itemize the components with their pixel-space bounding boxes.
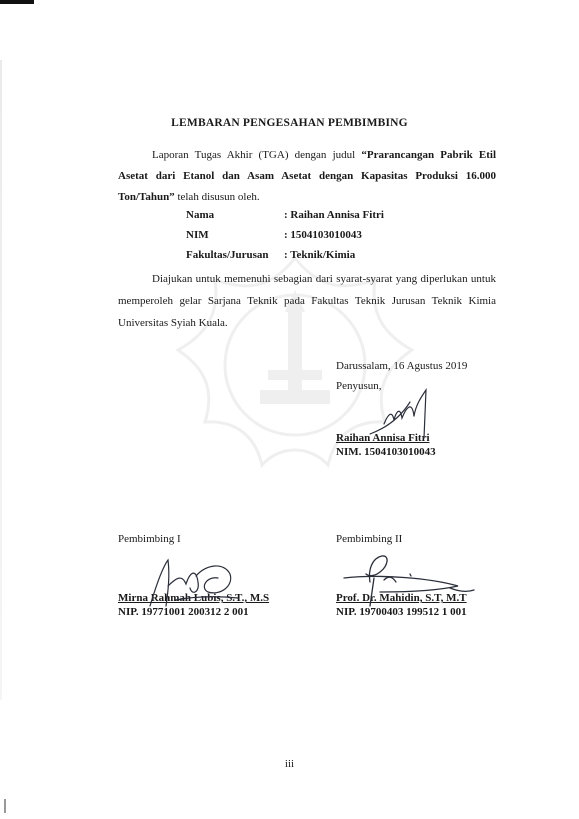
supervisor1-name: Mirna Rahmah Lubis, S.T., M.S xyxy=(118,592,270,604)
purpose-paragraph: Diajukan untuk memenuhi sebagian dari syarat-syarat yang diperlukan untuk memperoleh gelar Sarjana Teknik pada Fakultas Teknik Jurusan Teknik Kimia Universitas Syiah Kuala. xyxy=(118,273,496,329)
scan-edge-mark xyxy=(0,0,34,4)
student-info-label: Fakultas/Jurusan xyxy=(186,249,269,261)
page-number: iii xyxy=(284,758,295,770)
author-nim: NIM. 1504103010043 xyxy=(336,446,436,458)
scan-edge-shadow xyxy=(0,60,2,700)
student-info-row xyxy=(186,205,384,225)
thesis-title: “Prarancangan Pabrik Etil Asetat dari Etanol dan Asam Asetat dengan Kapasitas Produksi 16.000 Ton/Tahun” xyxy=(118,149,496,203)
intro-paragraph xyxy=(118,145,496,208)
supervisor1-signature xyxy=(146,556,242,610)
supervisor1-label: Pembimbing I xyxy=(118,533,181,545)
student-info-label: Nama xyxy=(186,209,215,221)
author-role: Penyusun, xyxy=(336,380,382,392)
student-info-value: : Teknik/Kimia xyxy=(284,249,356,261)
student-info-value: : Raihan Annisa Fitri xyxy=(284,209,384,221)
place-date: Darussalam, 16 Agustus 2019 xyxy=(336,360,468,372)
student-info-row xyxy=(186,245,384,265)
student-info-row xyxy=(186,225,384,245)
student-info-label: NIM xyxy=(186,229,209,241)
student-info-value: : 1504103010043 xyxy=(284,229,362,241)
author-name: Raihan Annisa Fitri xyxy=(336,432,430,444)
intro-lead: Laporan Tugas Akhir (TGA) dengan judul xyxy=(152,149,362,161)
author-signature xyxy=(366,388,452,440)
intro-tail: telah disusun oleh. xyxy=(174,191,260,203)
scan-corner-mark xyxy=(4,799,6,813)
supervisor2-nip: NIP. 19700403 199512 1 001 xyxy=(336,606,467,618)
supervisor2-signature xyxy=(340,552,476,608)
supervisor1-nip: NIP. 19771001 200312 2 001 xyxy=(118,606,249,618)
student-info-table xyxy=(186,205,384,265)
supervisor2-label: Pembimbing II xyxy=(336,533,403,545)
supervisor2-name: Prof. Dr. Mahidin, S.T, M.T xyxy=(336,592,467,604)
page-title: LEMBARAN PENGESAHAN PEMBIMBING xyxy=(171,117,408,129)
